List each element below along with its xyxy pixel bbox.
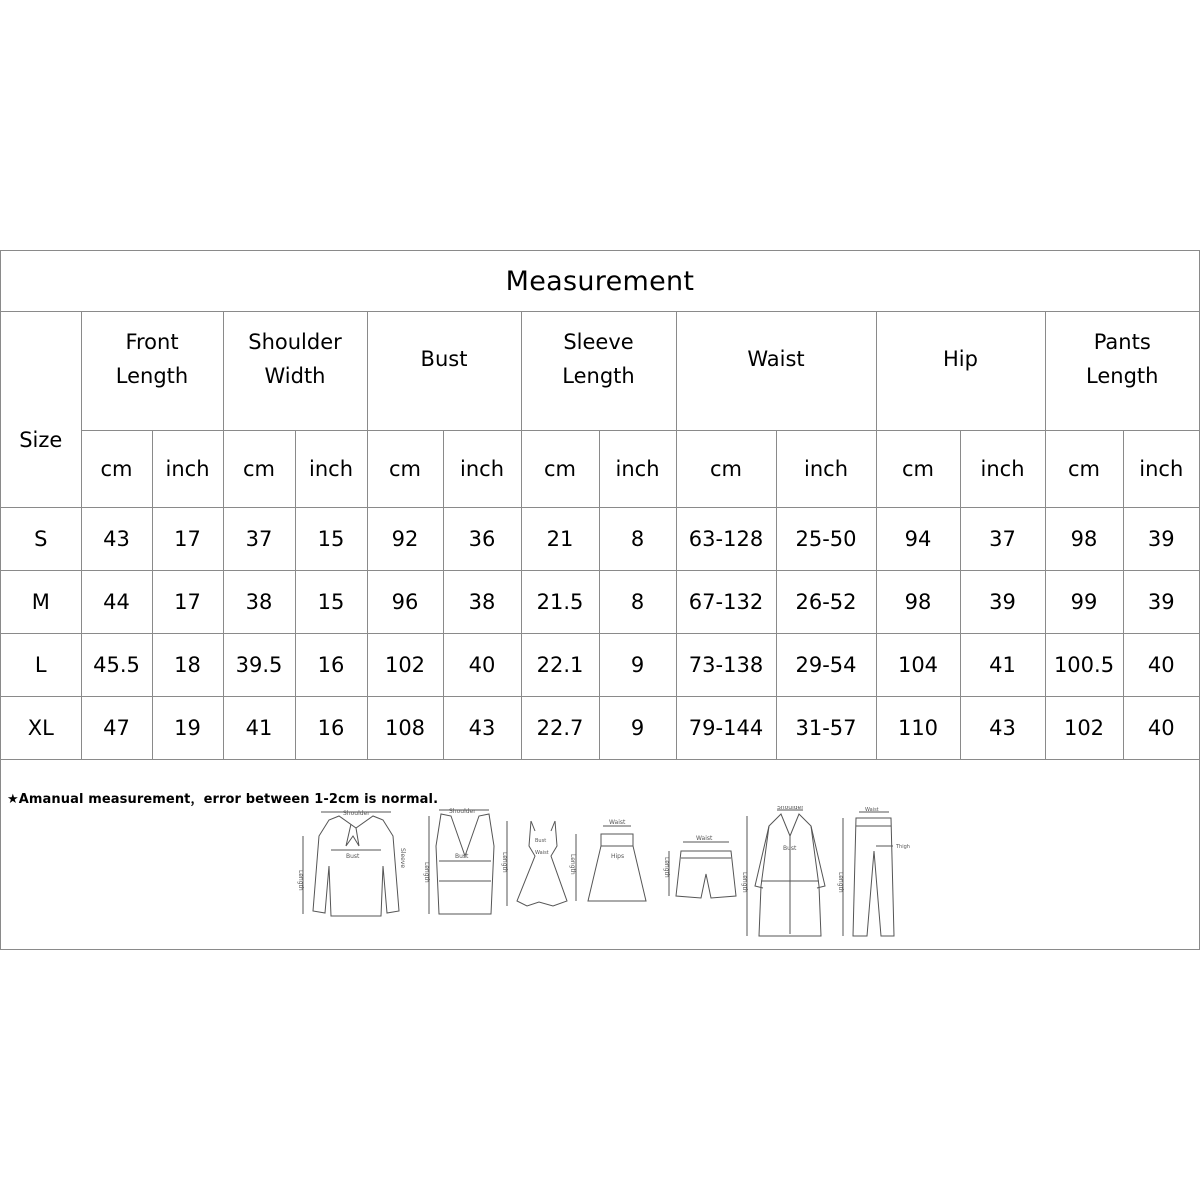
blouse-bust-label: Bust [346, 853, 360, 860]
value-cell: 16 [295, 634, 367, 697]
value-cell: 38 [443, 571, 521, 634]
table-row [1, 571, 1199, 634]
value-cell: 8 [599, 508, 676, 571]
unit-header: inch [776, 431, 876, 508]
tank-length-label: Length [423, 862, 430, 883]
measurement-group-label: Shoulder Width [248, 330, 342, 388]
measurement-table [1, 251, 1199, 760]
value-cell: 43 [81, 508, 152, 571]
value-cell: 26-52 [776, 571, 876, 634]
value-cell: 100.5 [1045, 634, 1123, 697]
value-cell: 45.5 [81, 634, 152, 697]
unit-header: inch [599, 431, 676, 508]
value-cell: 19 [152, 697, 223, 760]
skirt-length-label: Length [569, 854, 576, 875]
coat-length-label: Length [741, 872, 748, 893]
value-cell: 37 [960, 508, 1045, 571]
table-row [1, 508, 1199, 571]
value-cell: 8 [599, 571, 676, 634]
value-cell: 16 [295, 697, 367, 760]
value-cell: 104 [876, 634, 960, 697]
size-cell: L [1, 634, 81, 697]
value-cell: 31-57 [776, 697, 876, 760]
size-cell: M [1, 571, 81, 634]
table-title: Measurement [1, 251, 1199, 312]
size-chart [0, 250, 1200, 950]
value-cell: 39 [1123, 571, 1199, 634]
value-cell: 17 [152, 508, 223, 571]
tank-bust-label: Bust [455, 853, 469, 860]
unit-header: cm [1045, 431, 1123, 508]
dress-bust-label: Bust [535, 838, 547, 844]
unit-header: cm [81, 431, 152, 508]
value-cell: 40 [443, 634, 521, 697]
measurement-group-label: Pants Length [1086, 330, 1159, 388]
pants-icon [843, 812, 894, 936]
unit-header: inch [295, 431, 367, 508]
value-cell: 43 [960, 697, 1045, 760]
value-cell: 9 [599, 634, 676, 697]
value-cell: 79-144 [676, 697, 776, 760]
measurement-group-header [223, 312, 367, 431]
value-cell: 92 [367, 508, 443, 571]
unit-header: inch [443, 431, 521, 508]
unit-header: cm [367, 431, 443, 508]
value-cell: 25-50 [776, 508, 876, 571]
value-cell: 110 [876, 697, 960, 760]
size-cell: XL [1, 697, 81, 760]
value-cell: 39.5 [223, 634, 295, 697]
table-row [1, 697, 1199, 760]
skirt-hips-label: Hips [611, 853, 625, 860]
unit-header: cm [876, 431, 960, 508]
value-cell: 98 [876, 571, 960, 634]
measurement-group-label: Hip [943, 347, 978, 371]
dress-length-label: Length [501, 852, 508, 873]
pants-thigh-label: Thigh [896, 844, 910, 850]
shorts-waist-label: Waist [696, 835, 713, 842]
measurement-group-header [876, 312, 1045, 431]
shorts-icon [669, 842, 736, 898]
value-cell: 37 [223, 508, 295, 571]
table-row [1, 634, 1199, 697]
unit-header: cm [223, 431, 295, 508]
value-cell: 9 [599, 697, 676, 760]
blouse-icon [303, 812, 399, 916]
value-cell: 29-54 [776, 634, 876, 697]
shorts-length-label: Length [663, 857, 670, 878]
value-cell: 96 [367, 571, 443, 634]
measurement-group-label: Sleeve Length [562, 330, 635, 388]
value-cell: 67-132 [676, 571, 776, 634]
value-cell: 73-138 [676, 634, 776, 697]
value-cell: 40 [1123, 634, 1199, 697]
value-cell: 63-128 [676, 508, 776, 571]
dress-waist-label: Waist [535, 850, 549, 856]
pants-waist-label: Waist [865, 807, 879, 813]
unit-header: inch [1123, 431, 1199, 508]
size-cell: S [1, 508, 81, 571]
blouse-length-label: Length [297, 870, 304, 891]
value-cell: 94 [876, 508, 960, 571]
value-cell: 22.7 [521, 697, 599, 760]
value-cell: 15 [295, 571, 367, 634]
value-cell: 18 [152, 634, 223, 697]
value-cell: 38 [223, 571, 295, 634]
blouse-sleeve-label: Sleeve [399, 848, 406, 869]
unit-header: cm [676, 431, 776, 508]
value-cell: 102 [1045, 697, 1123, 760]
value-cell: 39 [960, 571, 1045, 634]
value-cell: 99 [1045, 571, 1123, 634]
skirt-waist-label: Waist [609, 819, 626, 826]
value-cell: 15 [295, 508, 367, 571]
tank-top-icon [429, 810, 494, 914]
value-cell: 102 [367, 634, 443, 697]
value-cell: 40 [1123, 697, 1199, 760]
measurement-group-label: Bust [420, 347, 468, 371]
measurement-note: ★Amanual measurement，error between 1-2cm is normal. [7, 792, 439, 807]
tank-shoulder-label: Shoulder [449, 808, 476, 815]
measurement-group-label: Waist [747, 347, 805, 371]
pants-length-label: Length [837, 872, 844, 893]
measurement-group-header [521, 312, 676, 431]
skirt-icon [576, 826, 646, 901]
value-cell: 22.1 [521, 634, 599, 697]
value-cell: 43 [443, 697, 521, 760]
coat-bust-label: Bust [783, 845, 797, 852]
measurement-group-header [1045, 312, 1199, 431]
measurement-group-header [81, 312, 223, 431]
value-cell: 41 [960, 634, 1045, 697]
value-cell: 44 [81, 571, 152, 634]
value-cell: 39 [1123, 508, 1199, 571]
value-cell: 108 [367, 697, 443, 760]
garment-measurement-illustrations [291, 806, 921, 946]
unit-header: inch [960, 431, 1045, 508]
unit-header: cm [521, 431, 599, 508]
blouse-shoulder-label: Shoulder [343, 810, 370, 817]
coat-icon [747, 810, 825, 936]
value-cell: 21.5 [521, 571, 599, 634]
value-cell: 17 [152, 571, 223, 634]
value-cell: 36 [443, 508, 521, 571]
value-cell: 21 [521, 508, 599, 571]
measurement-group-label: Front Length [115, 330, 189, 388]
value-cell: 41 [223, 697, 295, 760]
size-column-header: Size [1, 312, 81, 508]
unit-header: inch [152, 431, 223, 508]
coat-shoulder-label: Shoulder [777, 806, 804, 811]
value-cell: 47 [81, 697, 152, 760]
value-cell: 98 [1045, 508, 1123, 571]
dress-icon [507, 821, 567, 906]
measurement-group-header [676, 312, 876, 431]
measurement-group-header [367, 312, 521, 431]
